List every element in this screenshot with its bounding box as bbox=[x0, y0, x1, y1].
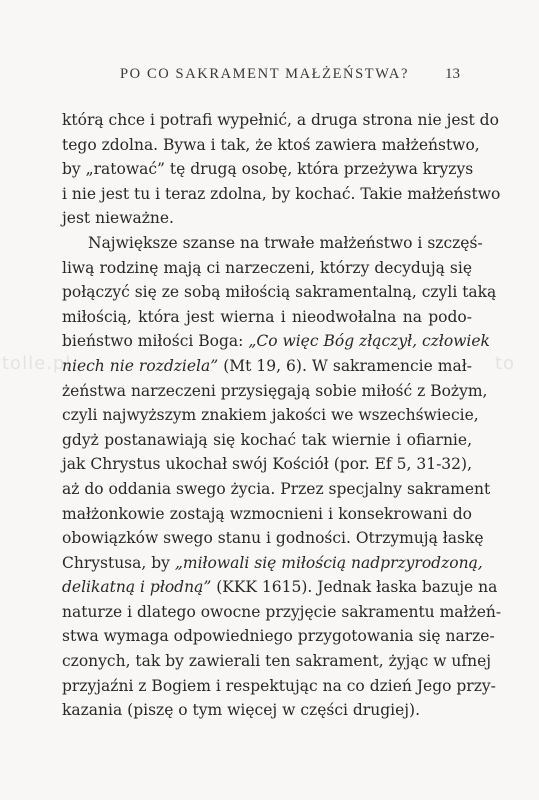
text-line: liwą rodzinę mają ci narzeczeni, którzy decydują się bbox=[62, 258, 472, 277]
text-line: żeństwa narzeczeni przysięgają sobie miłość z Bożym, bbox=[62, 381, 488, 400]
text-line bbox=[62, 551, 483, 576]
text-line bbox=[62, 575, 498, 600]
catechism-quote: „miłowali się miłością nadprzyrodzoną, bbox=[174, 553, 483, 572]
bible-quote: „Co więc Bóg złączył, człowiek bbox=[248, 332, 490, 351]
text-line: jest nieważne. bbox=[62, 209, 174, 228]
text-segment: (Mt 19, 6). W sakramencie mał- bbox=[218, 356, 472, 375]
text-segment: bieństwo miłości Boga: bbox=[62, 332, 249, 351]
text-line bbox=[62, 329, 490, 354]
text-line: obowiązków swego stanu i godności. Otrzymują łaskę bbox=[62, 529, 484, 548]
text-line: naturze i dlatego owocne przyjęcie sakramentu małżeń- bbox=[62, 602, 502, 621]
text-segment: (KKK 1615). Jednak łaska bazuje na bbox=[211, 578, 498, 597]
bible-quote-end: niech nie rozdziela” bbox=[62, 356, 219, 375]
watermark-right: to bbox=[495, 353, 516, 374]
text-line: czyli najwyższym znakiem jakości we wszechświecie, bbox=[62, 406, 479, 425]
text-line: czonych, tak by zawierali ten sakrament, żyjąc w ufnej bbox=[62, 652, 492, 671]
text-line: aż do oddania swego życia. Przez specjalny sakrament bbox=[62, 479, 491, 498]
paragraph-2 bbox=[62, 231, 502, 723]
page-number: 13 bbox=[445, 66, 460, 82]
body-text bbox=[62, 108, 502, 723]
text-line: połączyć się ze sobą miłością sakramentalną, czyli taką bbox=[62, 283, 497, 302]
text-line: gdyż postanawiają się kochać tak wiernie i ofiarnie, bbox=[62, 430, 472, 449]
watermark-left: tolle.pl bbox=[2, 353, 72, 374]
text-line: by „ratować” tę drugą osobę, która przeżywa kryzys bbox=[62, 160, 474, 179]
paragraph-1 bbox=[62, 108, 501, 231]
running-title: PO CO SAKRAMENT MAŁŻEŃSTWA? bbox=[120, 66, 410, 82]
text-line bbox=[62, 354, 472, 379]
catechism-quote-end: delikatną i płodną” bbox=[62, 578, 212, 597]
text-line: jak Chrystus ukochał swój Kościół (por. Ef 5, 31-32), bbox=[62, 455, 472, 474]
text-line: przyjaźni z Bogiem i respektując na co dzień Jego przy- bbox=[62, 676, 496, 695]
text-line: miłością, która jest wierna i nieodwołalna na podo- bbox=[62, 307, 472, 326]
text-segment: Chrystusa, by bbox=[62, 553, 175, 572]
page-header bbox=[120, 66, 460, 86]
text-line: którą chce i potrafi wypełnić, a druga strona nie jest do bbox=[62, 111, 499, 129]
text-line: stwa wymaga odpowiedniego przygotowania się narze- bbox=[62, 627, 495, 646]
text-line: małżonkowie zostają wzmocnieni i konsekrowani do bbox=[62, 504, 472, 523]
text-line: tego zdolna. Bywa i tak, że ktoś zawiera małżeństwo, bbox=[62, 135, 480, 154]
text-line: i nie jest tu i teraz zdolna, by kochać. Takie małżeństwo bbox=[62, 184, 501, 203]
text-line: Największe szanse na trwałe małżeństwo i szczęś- bbox=[88, 233, 483, 252]
text-line: kazania (piszę o tym więcej w części drugiej). bbox=[62, 701, 421, 720]
